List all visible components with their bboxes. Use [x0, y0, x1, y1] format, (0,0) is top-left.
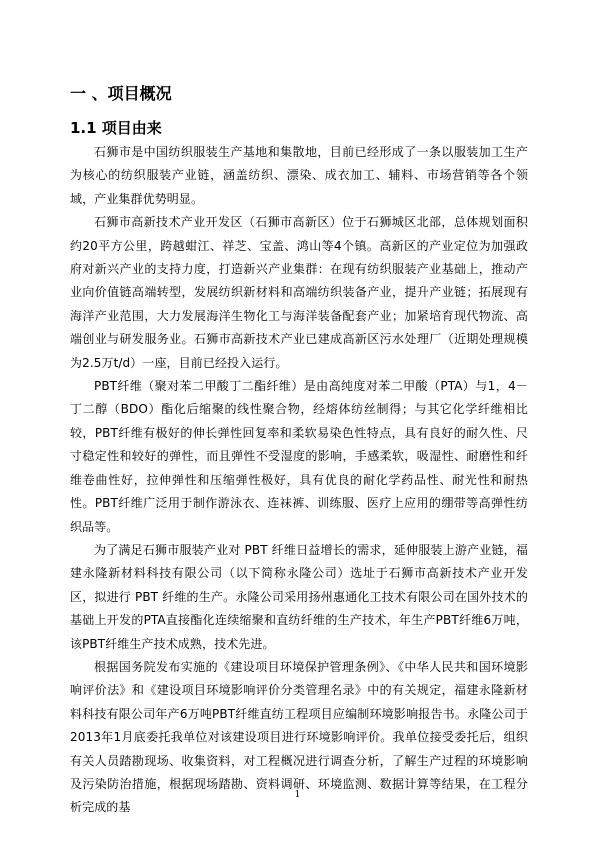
paragraph-yonglong-company: 为了满足石狮市服装产业对 PBT 纤维日益增长的需求，延伸服装上游产业链，福建永隆新材料科技有限公司（以下简称永隆公司）选址于石狮市高新技术产业开发区，拟进行 PBT 纤维的生产。永隆公司采用扬州惠通化工技术有限公司在国外技术的基础上开发的PTA直接酯化连续缩聚和直纺纤维的生产技术，年生产PBT纤维6万吨，该PBT纤维生产技术成熟，技术先进。 [70, 542, 528, 651]
body-text [70, 141, 528, 820]
paragraph-pbt-fiber: PBT纤维（聚对苯二甲酸丁二酯纤维）是由高纯度对苯二甲酸（PTA）与1，4－丁二醇（BDO）酯化后缩聚的线性聚合物，经熔体纺丝制得；与其它化学纤维相比较，PBT纤维有极好的伸长弹性回复率和柔软易染色性特点，具有良好的耐久性、尺寸稳定性和较好的弹性，而且弹性不受湿度的影响，手感柔软，吸湿性、耐磨性和纤维卷曲性好，拉伸弹性和压缩弹性极好，具有优良的耐化学药品性、耐光性和耐热性。PBT纤维广泛用于制作游泳衣、连袜裤、训练服、医疗上应用的绷带等高弹性纺织品等。 [70, 379, 528, 534]
page-number: 1 [294, 790, 301, 800]
section-heading: 一 、项目概况 [70, 84, 172, 103]
paragraph-high-tech-zone: 石狮市高新技术产业开发区（石狮市高新区）位于石狮城区北部，总体规划面积约20平方公里，跨越蚶江、祥芝、宝盖、鸿山等4个镇。高新区的产业定位为加强政府对新兴产业的支持力度，打造新兴产业集群：在现有纺织服装产业基础上，推动产业向价值链高端转型，发展纺织新材料和高端纺织装备产业，提升产业链；拓展现有海洋产业范围，大力发展海洋生物化工与海洋装备配套产业；加紧培育现代物流、高端创业与研发服务业。石狮市高新技术产业已建成高新区污水处理厂（近期处理规模为2.5万t/d）一座，目前已经投入运行。 [70, 215, 528, 370]
paragraph-eia-regulations: 根据国务院发布实施的《建设项目环境保护管理条例》、《中华人民共和国环境影响评价法》和《建设项目环境影响评价分类管理名录》中的有关规定，福建永隆新材料科技有限公司年产6万吨PBT纤维直纺工程项目应编制环境影响报告书。永隆公司于2013年1月底委托我单位对该建设项目进行环境影响评价。我单位接受委托后，组织有关人员踏勘现场、收集资料，对工程概况进行调查分析，了解生产过程的环境影响及污染防治措施，根据现场踏勘、资料调研、环境监测、数据计算等结果，在工程分析完成的基 [70, 659, 528, 815]
paragraph-shishi-textile: 石狮市是中国纺织服装生产基地和集散地，目前已经形成了一条以服装加工生产为核心的纺织服装产业链，涵盖纺织、漂染、成衣加工、辅料、市场营销等各个领域，产业集群优势明显。 [70, 145, 528, 206]
subsection-heading: 1.1 项目由来 [70, 119, 162, 137]
